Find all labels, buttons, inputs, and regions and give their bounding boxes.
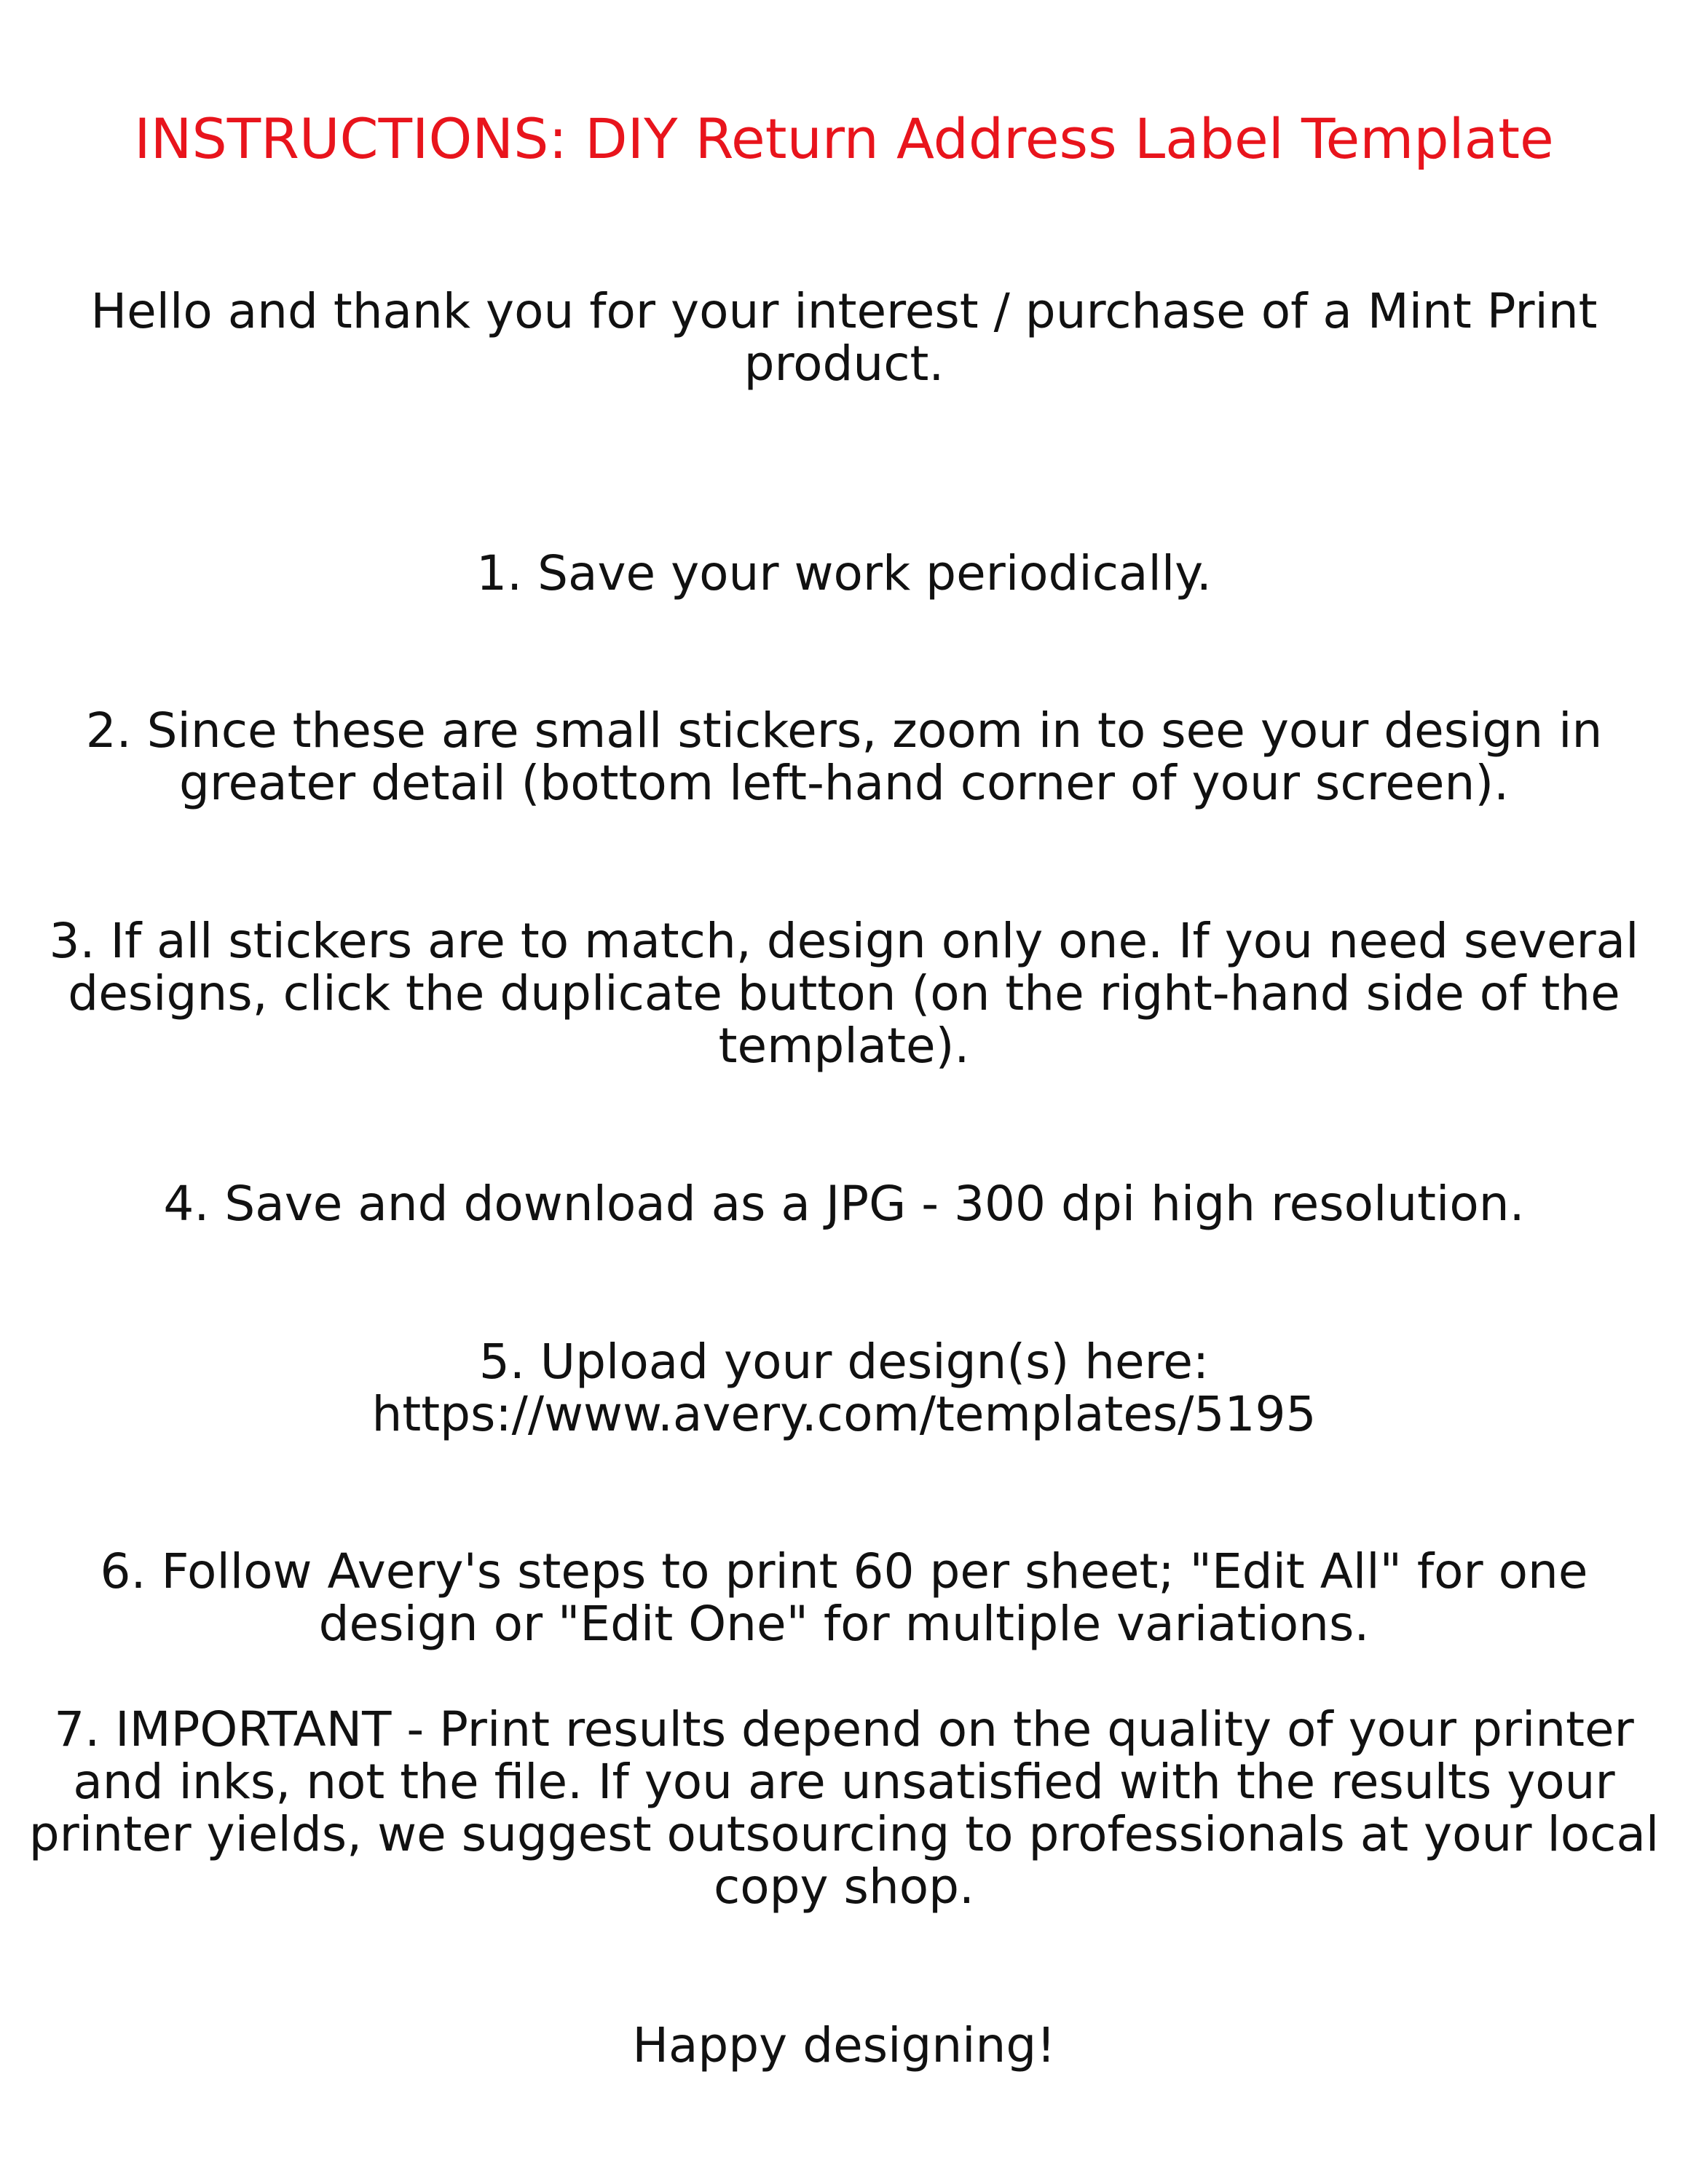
step-3: 3. If all stickers are to match, design only one. If you need several designs, click the duplicate button (on the right-hand side of the template). bbox=[49, 913, 1639, 1074]
page-title: INSTRUCTIONS: DIY Return Address Label Template bbox=[134, 106, 1554, 171]
step-4: 4. Save and download as a JPG - 300 dpi high resolution. bbox=[163, 1176, 1525, 1232]
step-7: 7. IMPORTANT - Print results depend on the quality of your printer and inks, not the file. If you are unsatisfied with the results your printer yields, we suggest outsourcing to professionals at your local copy shop. bbox=[28, 1701, 1660, 1915]
upload-url-link[interactable]: https://www.avery.com/templates/5195 bbox=[371, 1386, 1317, 1442]
step-1: 1. Save your work periodically. bbox=[476, 545, 1212, 601]
intro-text: Hello and thank you for your interest / purchase of a Mint Print product. bbox=[90, 283, 1598, 392]
step-2: 2. Since these are small stickers, zoom in to see your design in greater detail (bottom left-hand corner of your screen). bbox=[85, 703, 1603, 811]
step-6: 6. Follow Avery's steps to print 60 per sheet; "Edit All" for one design or "Edit One" for multiple variations. bbox=[100, 1543, 1588, 1652]
step-5 bbox=[29, 1336, 1659, 1441]
closing-text: Happy designing! bbox=[632, 2017, 1056, 2073]
step-5-text: 5. Upload your design(s) here: bbox=[478, 1334, 1210, 1390]
